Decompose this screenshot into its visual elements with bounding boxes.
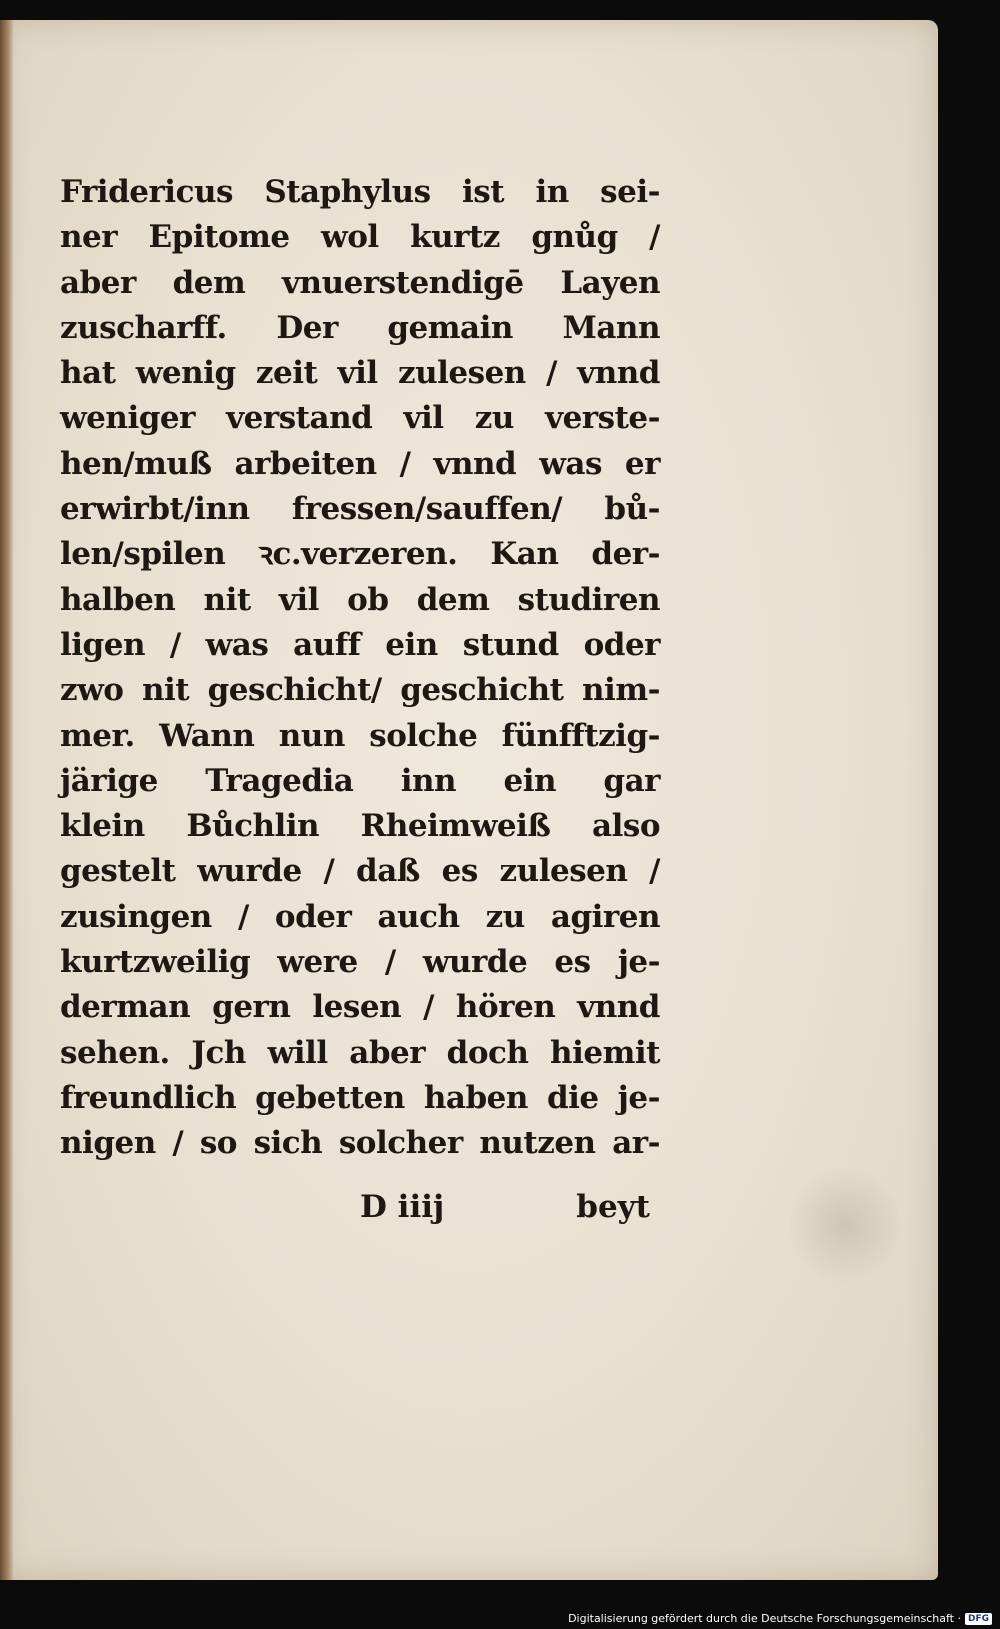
catchword: beyt	[576, 1189, 650, 1225]
text-line: nigen / so sich solcher nutzen ar-	[60, 1125, 660, 1162]
page-foot-line	[360, 1185, 650, 1230]
book-page	[0, 20, 938, 1580]
signature-mark: D iiij	[360, 1189, 445, 1225]
text-line: zusingen / oder auch zu agiren	[60, 898, 660, 935]
text-line: hen/muß arbeiten / vnnd was er	[60, 445, 660, 482]
text-line: gestelt wurde / daß es zulesen /	[60, 853, 660, 890]
text-line: kurtzweilig were / wurde es je-	[60, 944, 660, 981]
text-line: weniger verstand vil zu verste-	[60, 400, 660, 437]
dfg-logo: DFG	[965, 1613, 992, 1625]
text-line: sehen. Jch will aber doch hiemit	[60, 1034, 660, 1071]
page-text-block	[60, 170, 660, 1167]
text-line: erwirbt/inn fressen/sauffen/ bů-	[60, 491, 660, 528]
paper-stain	[790, 1160, 900, 1290]
text-line: järige Tragedia inn ein gar	[60, 762, 660, 799]
text-line: klein Bůchlin Rheimweiß also	[60, 808, 660, 845]
text-line: hat wenig zeit vil zulesen / vnnd	[60, 355, 660, 392]
credit-text: Digitalisierung gefördert durch die Deutsche Forschungsgemeinschaft ·	[568, 1612, 961, 1625]
text-line: len/spilen ꝛc.verzeren. Kan der-	[60, 536, 660, 573]
text-line: derman gern lesen / hören vnnd	[60, 989, 660, 1026]
text-line: freundlich gebetten haben die je-	[60, 1079, 660, 1116]
digitization-credit	[568, 1612, 992, 1625]
text-line: ner Epitome wol kurtz gnůg /	[60, 219, 660, 256]
text-line: aber dem vnuerstendigē Layen	[60, 264, 660, 301]
text-line: ligen / was auff ein stund oder	[60, 626, 660, 663]
text-line: Fridericus Staphylus ist in sei-	[60, 174, 660, 210]
text-line: mer. Wann nun solche fünfftzig-	[60, 717, 660, 754]
text-line: zuscharff. Der gemain Mann	[60, 309, 660, 346]
text-line: zwo nit geschicht/ geschicht nim-	[60, 672, 660, 709]
text-line: halben nit vil ob dem studiren	[60, 581, 660, 618]
